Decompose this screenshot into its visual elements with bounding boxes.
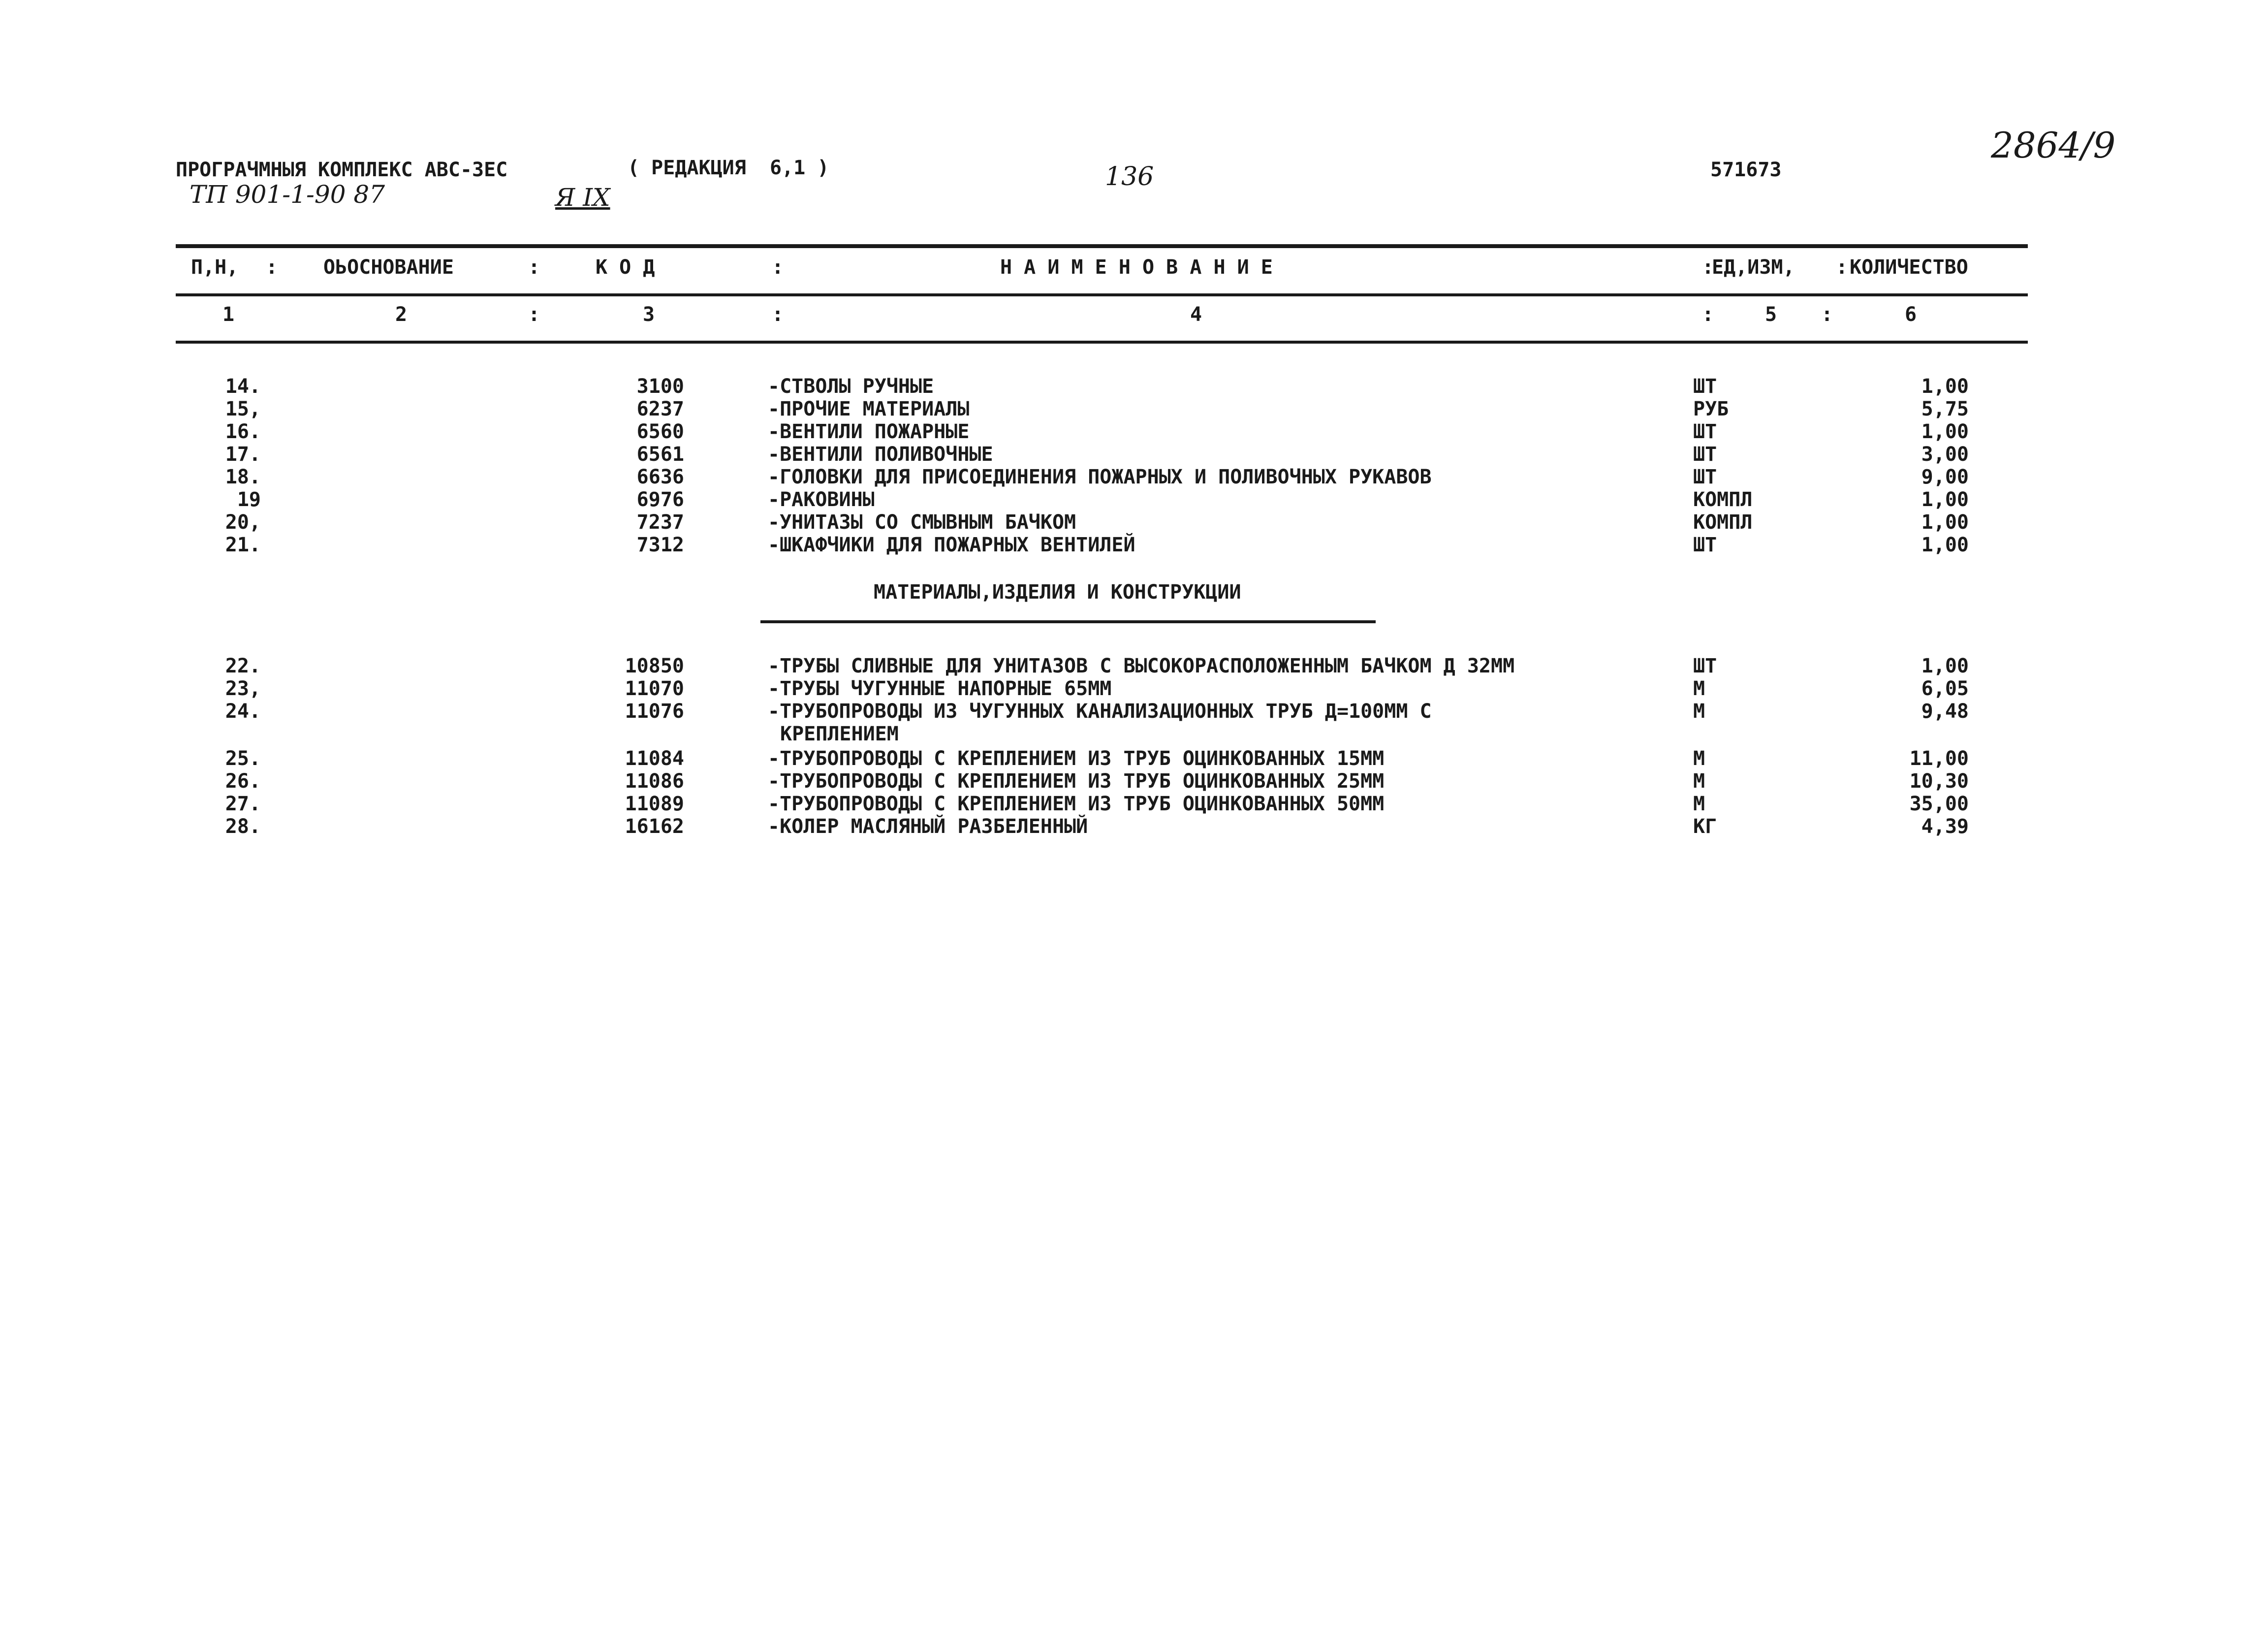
row-name: -ТРУБОПРОВОДЫ С КРЕПЛЕНИЕМ ИЗ ТРУБ ОЦИНКОВАННЫХ 25ММ [768, 770, 1385, 793]
row-unit: КОМПЛ [1693, 511, 1753, 534]
row-name: -КОЛЕР МАСЛЯНЫЙ РАЗБЕЛЕННЫЙ [768, 815, 1088, 838]
row-name: -ТРУБЫ СЛИВНЫЕ ДЛЯ УНИТАЗОВ С ВЫСОКОРАСПОЛОЖЕННЫМ БАЧКОМ Д 32ММ [768, 655, 1515, 677]
row-name: -ПРОЧИЕ МАТЕРИАЛЫ [768, 398, 970, 420]
row-code: 16162 [625, 815, 684, 838]
col-header-sep: : [772, 256, 784, 279]
row-code: 7237 [636, 511, 684, 534]
table-mid-rule [176, 293, 2028, 296]
row-unit: РУБ [1693, 398, 1729, 420]
row-number: 25. [225, 747, 261, 770]
archive-stamp: 2864/9 [1991, 125, 2116, 166]
edition-label: ( РЕДАКЦИЯ 6,1 ) [628, 157, 829, 179]
row-name: -РАКОВИНЫ [768, 488, 875, 511]
row-quantity: 4,39 [1921, 815, 1969, 838]
row-number: 16. [225, 420, 261, 443]
row-unit: М [1693, 677, 1705, 700]
row-code: 3100 [636, 375, 684, 398]
col-number-sep: : [528, 303, 540, 326]
row-unit: КОМПЛ [1693, 488, 1753, 511]
row-number: 22. [225, 655, 261, 677]
row-number: 19 [237, 488, 261, 511]
row-quantity: 10,30 [1909, 770, 1969, 793]
row-code: 6560 [636, 420, 684, 443]
col-header-sep: : [1702, 256, 1714, 279]
row-name: -ВЕНТИЛИ ПОЖАРНЫЕ [768, 420, 970, 443]
row-code: 11089 [625, 793, 684, 815]
program-title: ПРОГРАЧМНЫЯ КОМПЛЕКС АВС-ЗЕС [176, 159, 508, 181]
col-header-name: Н А И М Е Н О В А Н И Е [1000, 256, 1273, 279]
col-number-sep: : [1821, 303, 1833, 326]
row-number: 27. [225, 793, 261, 815]
row-unit: ШТ [1693, 420, 1717, 443]
row-unit: М [1693, 700, 1705, 723]
col-header-sep: : [266, 256, 278, 279]
col-number-sep: : [772, 303, 784, 326]
row-code: 10850 [625, 655, 684, 677]
album-number: Я IX [555, 183, 610, 212]
row-number: 26. [225, 770, 261, 793]
row-name: -ТРУБОПРОВОДЫ С КРЕПЛЕНИЕМ ИЗ ТРУБ ОЦИНКОВАННЫХ 50ММ [768, 793, 1385, 815]
row-code: 11076 [625, 700, 684, 723]
row-name: -ГОЛОВКИ ДЛЯ ПРИСОЕДИНЕНИЯ ПОЖАРНЫХ И ПОЛИВОЧНЫХ РУКАВОВ [768, 466, 1432, 488]
project-code: ТП 901-1-90 87 [189, 180, 385, 209]
page-number: 136 [1105, 162, 1154, 192]
col-number-sep: : [1702, 303, 1714, 326]
row-unit: ШТ [1693, 655, 1717, 677]
row-name-continuation: КРЕПЛЕНИЕМ [780, 723, 899, 745]
row-unit: М [1693, 770, 1705, 793]
table-top-rule [176, 244, 2028, 248]
table-header-bottom-rule [176, 341, 2028, 344]
row-quantity: 1,00 [1921, 511, 1969, 534]
row-unit: ШТ [1693, 534, 1717, 556]
row-unit: ШТ [1693, 443, 1717, 466]
col-header-sep: : [1836, 256, 1848, 279]
row-name: -УНИТАЗЫ СО СМЫВНЫМ БАЧКОМ [768, 511, 1076, 534]
col-header-unit: ЕД,ИЗМ, [1712, 256, 1795, 279]
row-code: 6976 [636, 488, 684, 511]
row-number: 21. [225, 534, 261, 556]
row-quantity: 35,00 [1909, 793, 1969, 815]
col-number: 1 [222, 303, 235, 326]
row-quantity: 1,00 [1921, 655, 1969, 677]
row-quantity: 5,75 [1921, 398, 1969, 420]
col-header-code: К О Д [596, 256, 655, 279]
row-quantity: 9,00 [1921, 466, 1969, 488]
row-number: 23, [225, 677, 261, 700]
row-number: 17. [225, 443, 261, 466]
row-code: 6561 [636, 443, 684, 466]
row-quantity: 1,00 [1921, 420, 1969, 443]
row-number: 20, [225, 511, 261, 534]
row-unit: ШТ [1693, 375, 1717, 398]
col-header-basis: ОЬОСНОВАНИЕ [323, 256, 454, 279]
col-number: 6 [1905, 303, 1917, 326]
row-name: -ШКАФЧИКИ ДЛЯ ПОЖАРНЫХ ВЕНТИЛЕЙ [768, 534, 1135, 556]
row-code: 11086 [625, 770, 684, 793]
row-code: 6636 [636, 466, 684, 488]
row-number: 15, [225, 398, 261, 420]
row-name: -ТРУБОПРОВОДЫ С КРЕПЛЕНИЕМ ИЗ ТРУБ ОЦИНКОВАННЫХ 15ММ [768, 747, 1385, 770]
row-code: 6237 [636, 398, 684, 420]
row-code: 11070 [625, 677, 684, 700]
row-name: -СТВОЛЫ РУЧНЫЕ [768, 375, 934, 398]
col-number: 3 [643, 303, 655, 326]
row-code: 7312 [636, 534, 684, 556]
section-title: МАТЕРИАЛЫ,ИЗДЕЛИЯ И КОНСТРУКЦИИ [874, 581, 1241, 604]
row-unit: М [1693, 747, 1705, 770]
row-quantity: 11,00 [1909, 747, 1969, 770]
row-name: -ВЕНТИЛИ ПОЛИВОЧНЫЕ [768, 443, 993, 466]
row-unit: КГ [1693, 815, 1717, 838]
row-quantity: 1,00 [1921, 534, 1969, 556]
row-unit: ШТ [1693, 466, 1717, 488]
col-header-row-no: П,Н, [191, 256, 239, 279]
col-header-sep: : [528, 256, 540, 279]
row-quantity: 1,00 [1921, 488, 1969, 511]
col-number: 4 [1190, 303, 1202, 326]
row-name: -ТРУБОПРОВОДЫ ИЗ ЧУГУННЫХ КАНАЛИЗАЦИОННЫХ ТРУБ Д=100ММ С [768, 700, 1432, 723]
row-quantity: 6,05 [1921, 677, 1969, 700]
col-number: 2 [395, 303, 408, 326]
row-name: -ТРУБЫ ЧУГУННЫЕ НАПОРНЫЕ 65ММ [768, 677, 1112, 700]
row-number: 18. [225, 466, 261, 488]
row-quantity: 9,48 [1921, 700, 1969, 723]
row-unit: М [1693, 793, 1705, 815]
col-header-quantity: КОЛИЧЕСТВО [1850, 256, 1968, 279]
row-quantity: 1,00 [1921, 375, 1969, 398]
col-number: 5 [1765, 303, 1777, 326]
row-code: 11084 [625, 747, 684, 770]
document-number: 571673 [1710, 159, 1782, 181]
row-number: 14. [225, 375, 261, 398]
row-number: 28. [225, 815, 261, 838]
section-underline [760, 620, 1376, 623]
row-quantity: 3,00 [1921, 443, 1969, 466]
row-number: 24. [225, 700, 261, 723]
